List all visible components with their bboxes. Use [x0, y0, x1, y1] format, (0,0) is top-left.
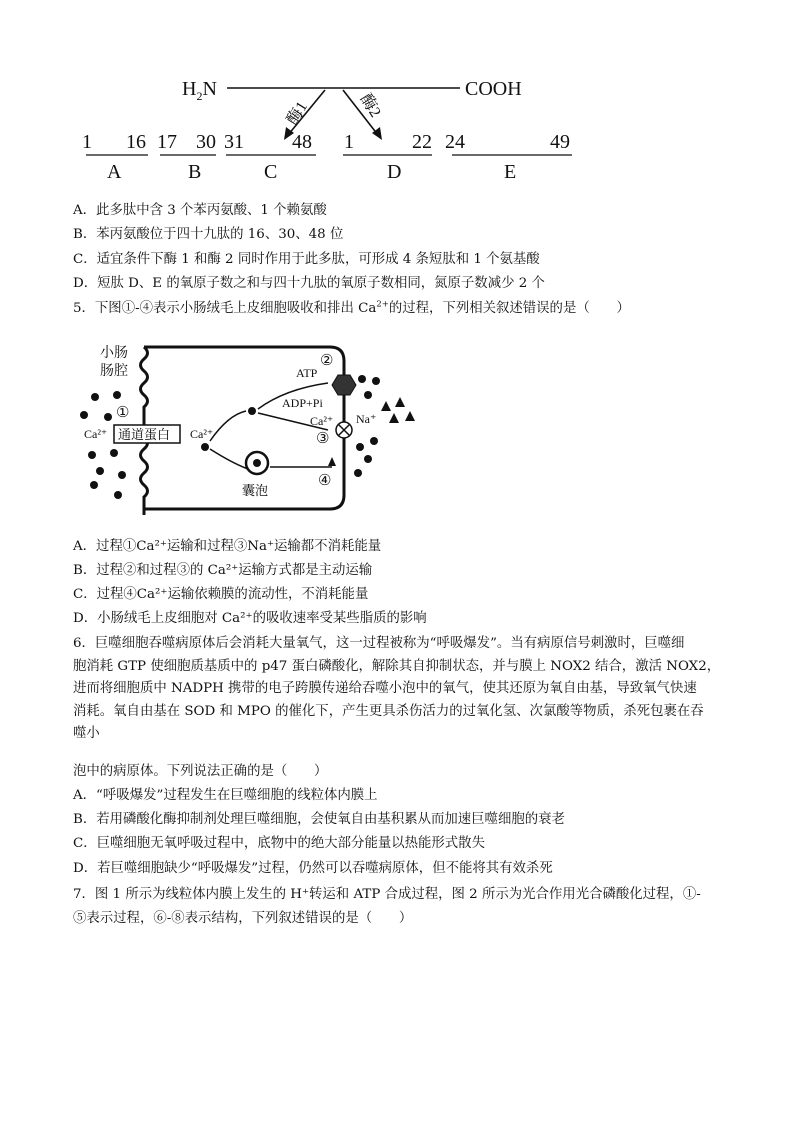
- segment-d-start: 1: [344, 131, 354, 153]
- ca-ion-dot: [91, 393, 99, 401]
- segment-b-label: B: [188, 161, 202, 183]
- ca-ion-outside-right: [364, 455, 372, 463]
- segment-c-start: 31: [224, 131, 244, 153]
- process-4-mark: ④: [318, 473, 332, 489]
- na-label: Na⁺: [356, 412, 377, 426]
- q5-option-c: C．过程④Ca²⁺运输依赖膜的流动性，不消耗能量: [73, 587, 369, 602]
- ca-ion-dot: [113, 391, 121, 399]
- channel-protein-label: 通道蛋白: [118, 427, 171, 442]
- q5-option-a: A．过程①Ca²⁺运输和过程③Na⁺运输都不消耗能量: [73, 539, 382, 554]
- vesicle-inner: [253, 459, 261, 467]
- ca-ion-outside-right: [370, 437, 378, 445]
- atp-label: ATP: [296, 366, 318, 380]
- lumen-label-2: 肠腔: [100, 364, 128, 379]
- q4-option-c: C．适宜条件下酶 1 和酶 2 同时作用于此多肽，可形成 4 条短肽和 1 个氨基酸: [73, 252, 540, 267]
- q5-stem-suffix: 的过程，下列相关叙述错误的是（ ）: [388, 301, 630, 316]
- arrow-to-pump: [210, 411, 246, 441]
- segment-b-start: 17: [157, 131, 177, 153]
- vesicle-label: 囊泡: [242, 483, 269, 498]
- q5-stem-sup: 2+: [376, 299, 389, 310]
- q6-option-b: B．若用磷酸化酶抑制剂处理巨噬细胞，会使氧自由基积累从而加速巨噬细胞的衰老: [73, 812, 565, 827]
- ca-label-inside: Ca²⁺: [190, 427, 214, 441]
- process-1-mark: ①: [116, 405, 130, 421]
- enzyme1-label: 酶1: [283, 98, 312, 129]
- segment-e-start: 24: [445, 131, 465, 153]
- ca-ion-outside-right: [372, 377, 380, 385]
- ca-label-outside: Ca²⁺: [84, 427, 108, 441]
- segment-c-end: 48: [292, 131, 312, 153]
- q5-stem-prefix: 5．下图①-④表示小肠绒毛上皮细胞吸收和排出 Ca: [73, 301, 377, 316]
- q6-stem-line: 噬小: [73, 726, 100, 741]
- segment-b-end: 30: [196, 131, 216, 153]
- n-terminus-label: $H_2N$: [182, 78, 217, 103]
- ca-ion-dot: [96, 467, 104, 475]
- adp-label: ADP+Pi: [282, 396, 323, 410]
- q6-stem: [73, 633, 733, 746]
- q5-option-d: D．小肠绒毛上皮细胞对 Ca²⁺的吸收速率受某些脂质的影响: [73, 611, 427, 626]
- calcium-transport-figure: [70, 335, 430, 525]
- ca-ion-inside: [201, 443, 209, 451]
- na-ion-triangle: [328, 457, 336, 466]
- ca-ion-dot: [114, 491, 122, 499]
- segment-d-label: D: [387, 161, 402, 183]
- na-ion-outside: [395, 397, 405, 407]
- lumen-label-1: 小肠: [100, 346, 128, 361]
- q6-stem-line: 进而将细胞质中 NADPH 携带的电子跨膜传递给吞噬小泡中的氧气，使其还原为氧自由基，导致氧气快速: [73, 681, 697, 696]
- segment-a-end: 16: [126, 131, 146, 153]
- ca-label-exchanger: Ca²⁺: [310, 414, 334, 428]
- segment-a-start: 1: [82, 131, 92, 153]
- segment-e-label: E: [504, 161, 517, 183]
- q4-option-a: A．此多肽中含 3 个苯丙氨酸、1 个赖氨酸: [73, 203, 327, 218]
- segment-c-label: C: [264, 161, 278, 183]
- q6-option-d: D．若巨噬细胞缺少“呼吸爆发”过程，仍然可以吞噬病原体，但不能将其有效杀死: [73, 861, 553, 876]
- enzyme2-label: 酶2: [356, 91, 384, 121]
- q6-stem-line: 6．巨噬细胞吞噬病原体后会消耗大量氧气，这一过程被称为“呼吸爆发”。当有病原信号刺激时，巨噬细: [73, 636, 685, 651]
- segment-e-end: 49: [550, 131, 570, 153]
- q7-stem-line1: 7．图 1 所示为线粒体内膜上发生的 H⁺转运和 ATP 合成过程，图 2 所示为光合作用光合磷酸化过程，①-: [73, 887, 701, 902]
- na-ion-outside: [381, 401, 391, 411]
- q4-option-b: B．苯丙氨酸位于四十九肽的 16、30、48 位: [73, 227, 344, 242]
- ca-ion-dot: [80, 411, 88, 419]
- ca-ion-dot: [118, 471, 126, 479]
- q6-stem-line: 消耗。氧自由基在 SOD 和 MPO 的催化下，产生更具杀伤活力的过氧化氢、次氯酸等物质，杀死包裹在吞: [73, 703, 704, 719]
- q6-option-c: C．巨噬细胞无氧呼吸过程中，底物中的绝大部分能量以热能形式散失: [73, 836, 485, 851]
- ca-ion-dot: [90, 481, 98, 489]
- segment-d-end: 22: [412, 131, 432, 153]
- q6-option-a: A．“呼吸爆发”过程发生在巨噬细胞的线粒体内膜上: [73, 788, 378, 803]
- process-2-mark: ②: [320, 353, 334, 369]
- q4-option-d: D．短肽 D、E 的氧原子数之和与四十九肽的氧原子数相同，氮原子数减少 2 个: [73, 276, 545, 291]
- ca-ion-dot: [88, 451, 96, 459]
- ca-ion-dot: [110, 449, 118, 457]
- q6-stem-last: 泡中的病原体。下列说法正确的是（ ）: [73, 764, 328, 779]
- q5-option-b: B．过程②和过程③的 Ca²⁺运输方式都是主动运输: [73, 563, 373, 578]
- c-terminus-label: COOH: [465, 78, 522, 100]
- q7-stem-line2: ⑤表示过程，⑥-⑧表示结构，下列叙述错误的是（ ）: [73, 911, 413, 926]
- ca-atpase-pump: [332, 375, 356, 395]
- process-3-mark: ③: [316, 431, 330, 447]
- na-ion-outside: [405, 411, 415, 421]
- q5-stem: [73, 300, 630, 318]
- na-ion-outside: [389, 413, 399, 423]
- arrow-to-vesicle: [210, 449, 248, 469]
- ca-ion-outside-right: [356, 443, 364, 451]
- peptide-cleavage-figure: [0, 60, 794, 190]
- segment-a-label: A: [107, 161, 122, 183]
- ca-ion-outside-right: [364, 391, 372, 399]
- ca-ion-inside: [248, 407, 256, 415]
- q6-stem-line: 胞消耗 GTP 使细胞质基质中的 p47 蛋白磷酸化，解除其自抑制状态，并与膜上 NOX2 结合，激活 NOX2，: [73, 658, 721, 674]
- ca-ion-dot: [104, 413, 112, 421]
- ca-ion-outside-right: [358, 375, 366, 383]
- ca-ion-outside-right: [354, 469, 362, 477]
